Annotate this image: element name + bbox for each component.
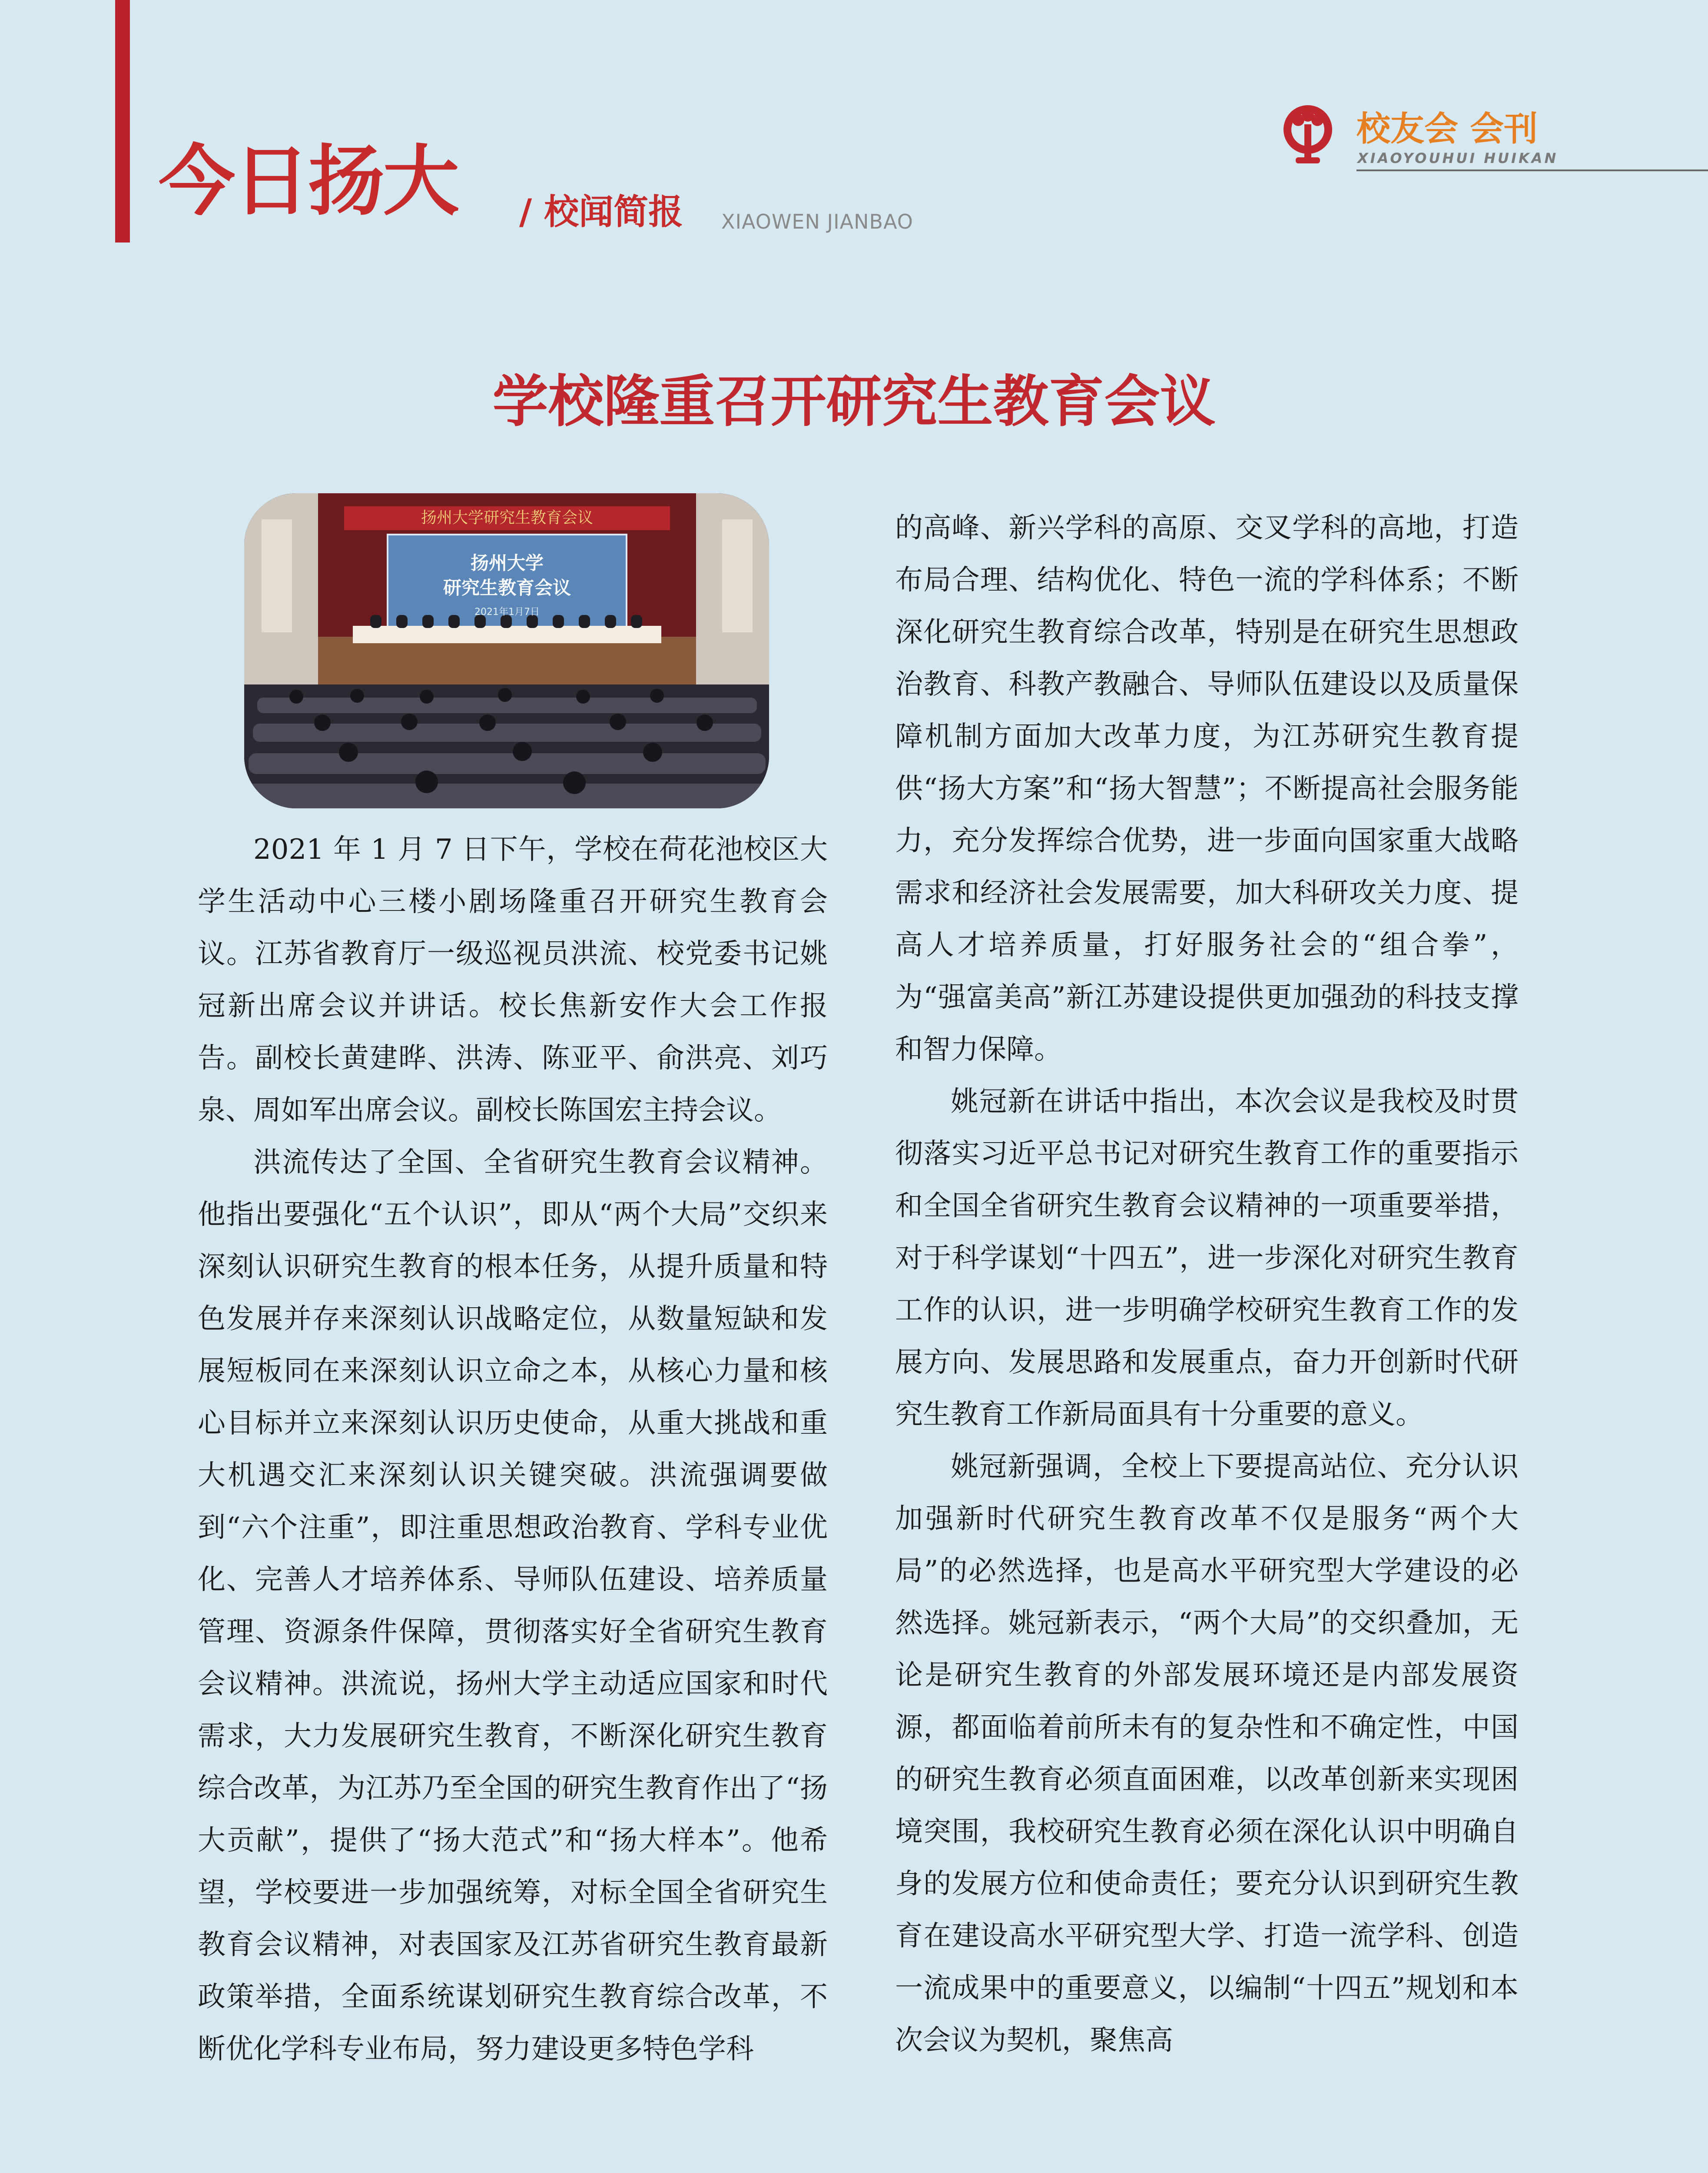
photo-banner-text: 扬州大学研究生教育会议 xyxy=(421,509,594,527)
alumni-association-logo-icon xyxy=(1273,103,1343,172)
article-headline: 学校隆重召开研究生教育会议 xyxy=(492,369,1216,434)
article-column-left xyxy=(198,824,828,2075)
conference-hall-illustration xyxy=(244,493,769,808)
column-title: / 校闻简报 xyxy=(519,192,683,232)
header-accent-bar xyxy=(115,0,130,243)
photo-screen-date: 2021年1月7日 xyxy=(474,607,540,618)
paragraph: 2021 年 1 月 7 日下午，学校在荷花池校区大学生活动中心三楼小剧场隆重召开研究生教育会议。江苏省教育厅一级巡视员洪流、校党委书记姚冠新出席会议并讲话。校长焦新安作大会工作报告。副校长黄建晔、洪涛、陈亚平、俞洪亮、刘巧泉、周如军出席会议。副校长陈国宏主持会议。 xyxy=(198,834,828,1126)
paragraph: 的高峰、新兴学科的高原、交叉学科的高地，打造布局合理、结构优化、特色一流的学科体系；不断深化研究生教育综合改革，特别是在研究生思想政治教育、科教产教融合、导师队伍建设以及质量保障机制方面加大改革力度，为江苏研究生教育提供“扬大方案”和“扬大智慧”；不断提高社会服务能力，充分发挥综合优势，进一步面向国家重大战略需求和经济社会发展需要，加大科研攻关力度、提高人才培养质量，打好服务社会的“组合拳”，为“强富美高”新江苏建设提供更加强劲的科技支撑和智力保障。 xyxy=(895,512,1519,1066)
paragraph: 姚冠新强调，全校上下要提高站位、充分认识加强新时代研究生教育改革不仅是服务“两个大局”的必然选择，也是高水平研究型大学建设的必然选择。姚冠新表示，“两个大局”的交织叠加，无论是研究生教育的外部发展环境还是内部发展资源，都面临着前所未有的复杂性和不确定性，中国的研究生教育必须直面困难，以改革创新来实现困境突围，我校研究生教育必须在深化认识中明确自身的发展方位和使命责任；要充分认识到研究生教育在建设高水平研究型大学、打造一流学科、创造一流成果中的重要意义，以编制“十四五”规划和本次会议为契机，聚焦高 xyxy=(895,1451,1519,2057)
conference-photo xyxy=(244,493,769,808)
magazine-title-pinyin: XIAOYOUHUI HUIKAN xyxy=(1357,150,1559,166)
paragraph: 洪流传达了全国、全省研究生教育会议精神。他指出要强化“五个认识”，即从“两个大局”交织来深刻认识研究生教育的根本任务，从提升质量和特色发展并存来深刻认识战略定位，从数量短缺和发展短板同在来深刻认识立命之本，从核心力量和核心目标并立来深刻认识历史使命，从重大挑战和重大机遇交汇来深刻认识关键突破。洪流强调要做到“六个注重”，即注重思想政治教育、学科专业优化、完善人才培养体系、导师队伍建设、培养质量管理、资源条件保障，贯彻落实好全省研究生教育会议精神。洪流说，扬州大学主动适应国家和时代需求，大力发展研究生教育，不断深化研究生教育综合改革，为江苏乃至全国的研究生教育作出了“扬大贡献”，提供了“扬大范式”和“扬大样本”。他希望，学校要进一步加强统筹，对标全国全省研究生教育会议精神，对表国家及江苏省研究生教育最新政策举措，全面系统谋划研究生教育综合改革，不断优化学科专业布局，努力建设更多特色学科 xyxy=(198,1146,828,2065)
article-column-right xyxy=(895,502,1519,2067)
section-title: 今日扬大 xyxy=(159,137,458,226)
photo-screen-title: 扬州大学 xyxy=(470,552,544,574)
paragraph: 姚冠新在讲话中指出，本次会议是我校及时贯彻落实习近平总书记对研究生教育工作的重要指示和全国全省研究生教育会议精神的一项重要举措，对于科学谋划“十四五”，进一步深化对研究生教育工作的认识，进一步明确学校研究生教育工作的发展方向、发展思路和发展重点，奋力开创新时代研究生教育工作新局面具有十分重要的意义。 xyxy=(895,1086,1519,1431)
header-rule xyxy=(1356,169,1708,171)
photo-screen-subtitle: 研究生教育会议 xyxy=(443,577,571,598)
column-title-pinyin: XIAOWEN JIANBAO xyxy=(721,210,913,233)
magazine-title: 校友会 会刊 xyxy=(1356,110,1538,149)
